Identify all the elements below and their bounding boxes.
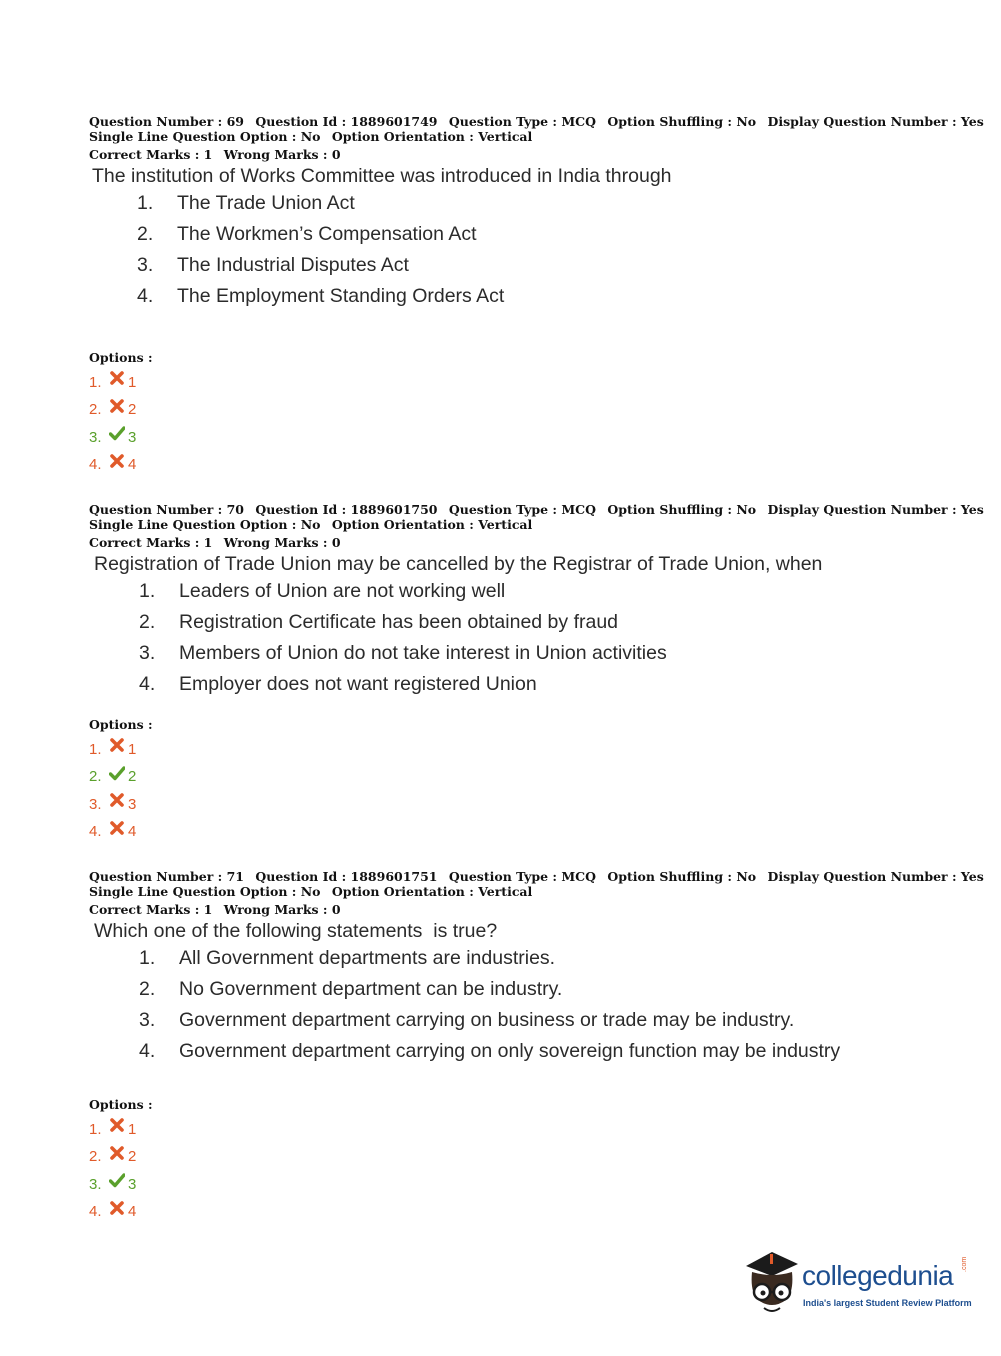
choice-text: Government department carrying on only sovereign function may be industry [179,1039,841,1062]
question-meta-line-1 [89,502,984,518]
answer-option-value: 2 [128,401,137,419]
answer-option-number: 3. [89,795,102,813]
answer-option-value: 3 [128,1175,137,1193]
option-shuffling: Option Shuffling : No [607,502,757,517]
wrong-marks: Wrong Marks : 0 [223,902,341,917]
answer-option [89,1116,969,1144]
choice-number: 4. [139,672,156,695]
question-number: Question Number : 69 [89,114,244,129]
cross-icon [109,453,125,469]
mascot-icon [742,1248,804,1320]
answer-option-number: 1. [89,740,102,758]
question-meta-line-2 [89,130,969,145]
choice-number: 3. [137,253,154,276]
answer-option-number: 1. [89,373,102,391]
cross-icon [109,1145,125,1161]
choice-text: All Government departments are industries. [179,946,556,969]
correct-marks: Correct Marks : 1 [89,902,213,917]
display-question-number: Display Question Number : Yes [767,502,984,517]
cross-icon [109,1200,125,1216]
choice-text: The Employment Standing Orders Act [177,284,505,307]
single-line-option: Single Line Question Option : No [89,516,321,532]
option-shuffling: Option Shuffling : No [607,114,757,129]
question-meta-line-2 [89,885,969,900]
cross-icon [109,820,125,836]
answer-option-value: 3 [128,428,137,446]
question-meta-line-1 [89,869,984,885]
choice-text: The Trade Union Act [177,191,355,214]
choice-text: Government department carrying on business or trade may be industry. [179,1008,795,1031]
answer-option-number: 4. [89,1203,102,1221]
question-meta-line-2 [89,518,969,533]
answer-option [89,451,969,479]
display-question-number: Display Question Number : Yes [767,114,984,129]
choice-list [89,188,969,312]
choice-text: The Workmen’s Compensation Act [177,222,477,245]
choice-number: 2. [137,222,154,245]
answer-option-number: 3. [89,1175,102,1193]
question-meta-line-1 [89,114,984,130]
answer-option-value: 1 [128,1120,137,1138]
choice-list [89,576,969,700]
logo-name: collegedunia [802,1260,954,1291]
cross-icon [109,737,125,753]
question-id: Question Id : 1889601749 [255,114,438,129]
choice-number: 1. [139,579,156,602]
choice-number: 1. [137,191,154,214]
cross-icon [109,370,125,386]
answer-option-number: 4. [89,456,102,474]
choice-text: Members of Union do not take interest in Union activities [179,641,667,664]
cross-icon [109,792,125,808]
answer-option-value: 1 [128,373,137,391]
answer-option-correct [89,1171,969,1199]
question-id: Question Id : 1889601750 [255,502,438,517]
correct-marks: Correct Marks : 1 [89,147,213,162]
choice-number: 4. [139,1039,156,1062]
choice-item [137,188,969,219]
question-text: Which one of the following statements is true? [94,919,498,942]
answer-option-number: 2. [89,768,102,786]
question-type: Question Type : MCQ [448,502,597,517]
check-icon [109,425,125,441]
choice-number: 2. [139,977,156,1000]
choice-text: The Industrial Disputes Act [177,253,409,276]
answer-option-value: 4 [128,456,137,474]
options-label: Options : [89,1096,153,1112]
answer-options [89,736,969,846]
logo-suffix: .com [961,1256,968,1272]
choice-item [139,943,969,974]
answer-option-value: 3 [128,795,137,813]
choice-item [139,607,969,638]
answer-option [89,736,969,764]
question-type: Question Type : MCQ [448,869,597,884]
answer-option-correct [89,763,969,791]
option-orientation: Option Orientation : Vertical [331,516,533,532]
choice-item [139,1036,969,1067]
cross-icon [109,1117,125,1133]
choice-text: Employer does not want registered Union [179,672,537,695]
marks-line [89,536,969,551]
choice-item [137,219,969,250]
answer-option [89,396,969,424]
answer-option-number: 2. [89,401,102,419]
option-shuffling: Option Shuffling : No [607,869,757,884]
question-text: Registration of Trade Union may be cancelled by the Registrar of Trade Union, when [94,552,823,575]
marks-line [89,148,969,163]
single-line-option: Single Line Question Option : No [89,883,321,899]
choice-number: 3. [139,1008,156,1031]
answer-option-number: 3. [89,428,102,446]
options-label: Options : [89,716,153,732]
choice-text: Leaders of Union are not working well [179,579,506,602]
answer-option-number: 1. [89,1120,102,1138]
correct-marks: Correct Marks : 1 [89,535,213,550]
choice-list [89,943,969,1067]
wrong-marks: Wrong Marks : 0 [223,147,341,162]
answer-options [89,1116,969,1226]
check-icon [109,1172,125,1188]
choice-item [139,638,969,669]
answer-option-value: 1 [128,740,137,758]
choice-item [139,669,969,700]
choice-item [137,281,969,312]
answer-option-correct [89,424,969,452]
collegedunia-logo[interactable] [742,1248,972,1320]
option-orientation: Option Orientation : Vertical [331,128,533,144]
choice-number: 3. [139,641,156,664]
choice-item [137,250,969,281]
question-block [89,502,984,846]
answer-option [89,791,969,819]
check-icon [109,765,125,781]
choice-text: Registration Certificate has been obtained by fraud [179,610,619,633]
question-block [89,869,984,1226]
answer-option [89,369,969,397]
question-type: Question Type : MCQ [448,114,597,129]
logo-tagline: India's largest Student Review Platform [803,1298,972,1308]
cross-icon [109,398,125,414]
option-orientation: Option Orientation : Vertical [331,883,533,899]
question-block [89,114,984,479]
display-question-number: Display Question Number : Yes [767,869,984,884]
answer-options [89,369,969,479]
answer-option-value: 2 [128,768,137,786]
marks-line [89,903,969,918]
choice-number: 2. [139,610,156,633]
choice-item [139,974,969,1005]
question-text: The institution of Works Committee was introduced in India through [92,164,672,187]
choice-number: 4. [137,284,154,307]
question-number: Question Number : 71 [89,869,244,884]
answer-option-number: 4. [89,823,102,841]
answer-option-value: 4 [128,1203,137,1221]
answer-option [89,1198,969,1226]
answer-option [89,1143,969,1171]
choice-item [139,1005,969,1036]
single-line-option: Single Line Question Option : No [89,128,321,144]
answer-option-value: 2 [128,1148,137,1166]
question-id: Question Id : 1889601751 [255,869,438,884]
answer-option-number: 2. [89,1148,102,1166]
question-number: Question Number : 70 [89,502,244,517]
answer-option-value: 4 [128,823,137,841]
wrong-marks: Wrong Marks : 0 [223,535,341,550]
choice-number: 1. [139,946,156,969]
choice-text: No Government department can be industry. [179,977,563,1000]
choice-item [139,576,969,607]
options-label: Options : [89,349,153,365]
answer-option [89,818,969,846]
